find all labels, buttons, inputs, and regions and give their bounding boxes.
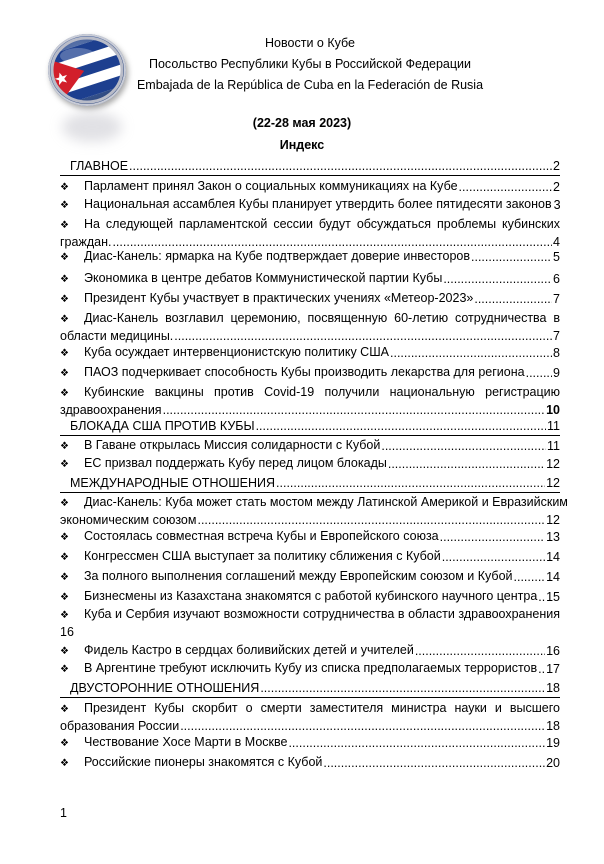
bullet-icon: ❖ [60,738,69,749]
toc-entry-label: Диас-Канель: Куба может стать мостом между Латинской Америкой и Евразийским [84,495,568,509]
bullet-icon: ❖ [60,182,69,193]
toc-entry-label: Диас-Канель: ярмарка на Кубе подтверждает доверие инвесторов [84,249,471,263]
toc-section-label: ДВУСТОРОННИЕ ОТНОШЕНИЯ [70,681,260,695]
dot-leader [538,589,545,606]
bullet-icon: ❖ [60,441,69,452]
toc-entry-label: Экономика в центре дебатов Коммунистической партии Кубы [84,271,443,285]
toc-entry-text [60,344,389,362]
toc-entry-text [60,290,473,308]
toc-entry-line2 [60,718,560,735]
toc-entry[interactable] [60,568,560,586]
toc-entry-label: Состоялась совместная встреча Кубы и Европейского союза [84,529,439,543]
toc-entry-label-cont: здравоохранения [60,403,162,417]
toc-section-label: МЕЖДУНАРОДНЫЕ ОТНОШЕНИЯ [70,476,276,490]
bullet-icon: ❖ [60,758,69,769]
bullet-icon: ❖ [60,314,69,325]
dot-leader [440,529,545,546]
toc-page-number: 7 [553,292,560,306]
bullet-icon: ❖ [60,552,69,563]
dot-leader [288,735,545,752]
toc-entry-label-cont: 16 [60,625,74,639]
toc-page-number: 17 [546,662,560,676]
toc-entry-line1 [60,494,568,512]
dot-leader [180,718,545,735]
toc-entry[interactable] [60,734,560,752]
toc-page-number: 14 [546,570,560,584]
toc-entry-label: Национальная ассамблея Кубы планирует утвердить более пятидесяти законов [84,197,552,211]
toc-section-label: БЛОКАДА США ПРОТИВ КУБЫ [70,419,255,433]
toc-entry[interactable] [60,494,568,529]
toc-entry-label: В Аргентине требуют исключить Кубу из списка предполагаемых террористов [84,661,538,675]
toc-entry-text [60,196,552,214]
toc-entry-label: Куба осуждает интервенционистскую политику США [84,345,389,359]
bullet-icon: ❖ [60,200,69,211]
dot-leader [323,755,545,772]
dot-leader [163,402,546,419]
toc-entry-label: Кубинские вакцины против Covid-19 получили национальную регистрацию [84,385,560,399]
dot-leader [381,438,546,455]
toc-page-number: 4 [553,235,560,249]
toc-entry-label: Президент Кубы участвует в практических учениях «Метеор-2023» [84,291,474,305]
toc-entry-label: Фидель Кастро в сердцах боливийских детей и учителей [84,643,414,657]
toc-entry-label: Чествование Хосе Марти в Москве [84,735,288,749]
header-title: Новости о Кубе [265,36,355,50]
toc-entry-label: Парламент принял Закон о социальных коммуникациях на Кубе [84,179,458,193]
toc-entry[interactable] [60,588,560,606]
toc-page-number: 12 [546,513,560,527]
toc-page-number: 16 [546,644,560,658]
toc-entry-text [60,437,380,455]
toc-page-number: 11 [547,439,560,453]
toc-entry-text [60,178,458,196]
bullet-icon: ❖ [60,610,69,621]
toc-entry-label: За полного выполнения соглашений между Европейским союзом и Кубой [84,569,513,583]
toc-entry-label-cont: экономическим союзом [60,513,197,527]
toc-entry-label-cont: граждан. [60,235,112,249]
toc-entry[interactable] [60,700,560,735]
toc-page-number: 10 [546,403,560,417]
dot-leader [415,643,545,660]
toc-entry[interactable] [60,216,560,251]
toc-section-label: ГЛАВНОЕ [70,159,129,173]
toc-entry-text [60,270,442,288]
toc-entry[interactable] [60,310,560,345]
bullet-icon: ❖ [60,664,69,675]
dot-leader [390,345,552,362]
toc-entry-label: Конгрессмен США выступает за политику сближения с Кубой [84,549,441,563]
toc-entry[interactable] [60,196,560,214]
toc-entry-label: На следующей парламентской сессии будут обсуждаться проблемы кубинских [84,217,560,231]
dot-leader [526,365,552,382]
bullet-icon: ❖ [60,592,69,603]
toc-entry-text [60,248,470,266]
dot-leader [388,456,545,473]
toc-entry-line2 [60,512,560,529]
toc-entry[interactable] [60,178,560,196]
toc-section[interactable] [60,418,560,436]
toc-page-number: 12 [546,457,560,471]
toc-entry-line1 [60,606,560,624]
toc-entry-label: Президент Кубы скорбит о смерти заместителя министра науки и высшего [84,701,560,715]
toc-section[interactable] [60,680,560,698]
toc-entry-label: В Гаване открылась Миссия солидарности с Кубой [84,438,381,452]
toc-page-number: 9 [553,366,560,380]
bullet-icon: ❖ [60,572,69,583]
toc-section[interactable] [60,475,560,493]
toc-entry[interactable] [60,606,560,641]
dot-leader [514,569,546,586]
toc-page-number: 12 [546,476,560,490]
toc-entry[interactable] [60,548,560,566]
toc-page-number: 6 [553,272,560,286]
toc-page-number: 15 [546,590,560,604]
toc-entry-text [60,528,439,546]
toc-entry-text [60,455,387,473]
toc-page-number: 2 [553,180,560,194]
toc-entry[interactable] [60,248,560,266]
toc-entry-line2 [60,402,560,419]
toc-page-number: 20 [546,756,560,770]
bullet-icon: ❖ [60,459,69,470]
toc-entry[interactable] [60,754,560,772]
toc-entry[interactable] [60,364,560,382]
toc-entry-line1 [60,700,560,718]
toc-entry-text [60,734,287,752]
toc-entry-line2 [60,328,560,345]
dot-leader [471,249,552,266]
toc-entry-label: ПАОЗ подчеркивает способность Кубы производить лекарства для региона [84,365,525,379]
toc-page-number: 7 [553,329,560,343]
toc-entry-line1 [60,384,560,402]
date-range: (22-28 мая 2023) [252,116,352,130]
toc-page-number: 3 [553,198,561,212]
dot-leader [442,549,545,566]
dot-leader [197,512,545,529]
toc-entry-label-cont: области медицины. [60,329,174,343]
dot-leader [256,418,546,435]
dot-leader [443,271,552,288]
toc-page-number: 11 [547,419,560,433]
dot-leader [174,328,552,345]
toc-entry-text [60,568,513,586]
toc-entry-text [60,754,322,772]
toc-entry[interactable] [60,290,560,308]
toc-entry[interactable] [60,344,560,362]
toc-entry-label: Куба и Сербия изучают возможности сотрудничества в области здравоохранения [84,607,560,621]
bullet-icon: ❖ [60,498,69,509]
toc-entry-label: ЕС призвал поддержать Кубу перед лицом блокады [84,456,387,470]
toc-entry[interactable] [60,270,560,288]
dot-leader [474,291,552,308]
toc-section[interactable] [60,158,560,176]
toc-entry[interactable] [60,455,560,473]
header-embassy-es: Embajada de la República de Cuba en la Federación de Rusia [136,78,484,92]
toc-entry-text [60,588,537,606]
dot-leader [538,661,545,678]
toc-entry-text [60,548,441,566]
bullet-icon: ❖ [60,294,69,305]
dot-leader [129,158,552,175]
toc-entry[interactable] [60,528,560,546]
toc-entry-line1 [60,216,560,234]
toc-entry-text [60,642,414,660]
dot-leader [260,680,545,697]
bullet-icon: ❖ [60,274,69,285]
toc-entry-line1 [60,310,560,328]
dot-leader [459,179,553,196]
bullet-icon: ❖ [60,252,69,263]
bullet-icon: ❖ [60,532,69,543]
toc-entry-label: Бизнесмены из Казахстана знакомятся с работой кубинского научного центра [84,589,538,603]
toc-entry-line2 [60,624,560,641]
toc-page-number: 19 [546,736,560,750]
toc-page-number: 2 [553,159,560,173]
bullet-icon: ❖ [60,368,69,379]
bullet-icon: ❖ [60,220,69,231]
toc-entry[interactable] [60,660,560,678]
toc-page-number: 14 [546,550,560,564]
toc-entry[interactable] [60,437,560,455]
toc-entry-text [60,364,525,382]
toc-page-number: 13 [546,530,560,544]
page-number: 1 [60,806,67,820]
toc-entry-label-cont: образования России [60,719,180,733]
header-embassy-ru: Посольство Республики Кубы в Российской Федерации [149,57,471,71]
dot-leader [276,475,545,492]
toc-entry-text [60,660,537,678]
toc-entry-label: Диас-Канель возглавил церемонию, посвященную 60-летию сотрудничества в [84,311,560,325]
toc-entry[interactable] [60,642,560,660]
toc-page-number: 18 [546,719,560,733]
toc-page-number: 8 [553,346,560,360]
toc-page-number: 18 [546,681,560,695]
bullet-icon: ❖ [60,388,69,399]
toc-entry[interactable] [60,384,560,419]
toc-page-number: 5 [553,250,560,264]
bullet-icon: ❖ [60,348,69,359]
bullet-icon: ❖ [60,646,69,657]
toc-entry-label: Российские пионеры знакомятся с Кубой [84,755,323,769]
index-heading: Индекс [279,138,325,152]
bullet-icon: ❖ [60,704,69,715]
